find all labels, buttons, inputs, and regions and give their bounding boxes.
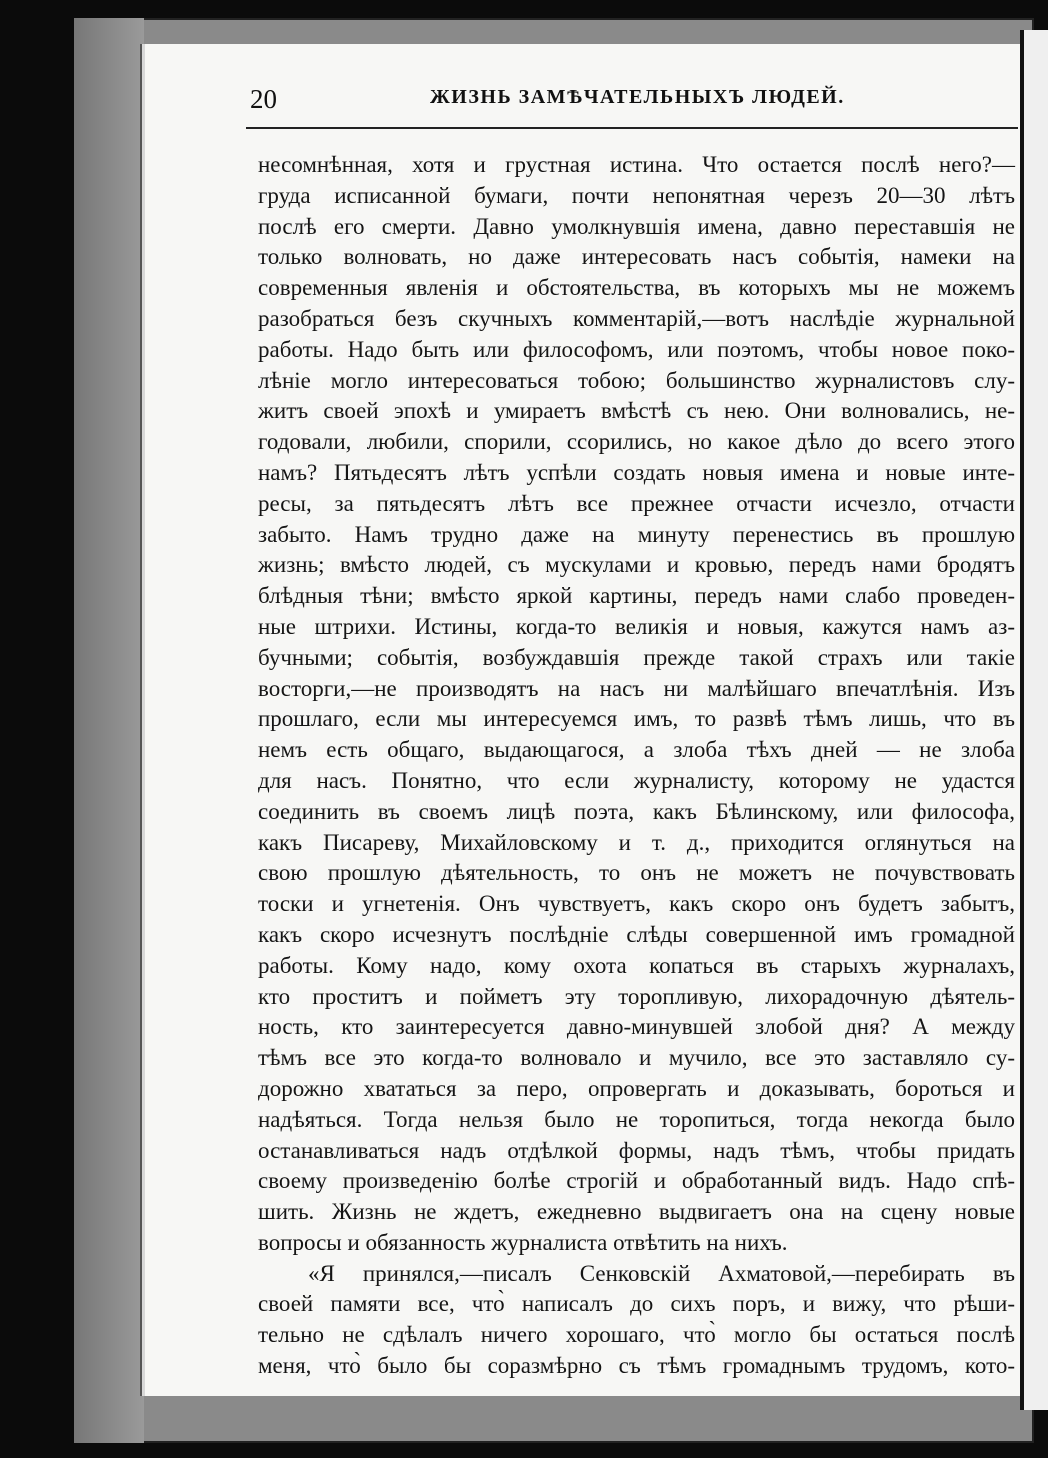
cover-edge [74, 18, 144, 1443]
text-line: ность, кто заинтересуется давно-минувшей злобой дня? А между [258, 1014, 1015, 1040]
text-line: меня, что̀ было бы соразмѣрно съ тѣмъ громаднымъ трудомъ, кото- [258, 1353, 1015, 1379]
text-line: бучными; событія, возбуждавшія прежде такой страхъ или такіе [258, 644, 1015, 670]
running-title: ЖИЗНЬ ЗАМѢЧАТЕЛЬНЫХЪ ЛЮДЕЙ. [430, 86, 845, 108]
text-line: кто проститъ и пойметъ эту торопливую, лихорадочную дѣятель- [258, 983, 1015, 1009]
text-line: разобраться безъ скучныхъ комментарій,—вотъ наслѣдіе журнальной [258, 305, 1015, 331]
text-line: намъ? Пятьдесятъ лѣтъ успѣли создать новыя имена и новые инте- [258, 459, 1015, 485]
text-line: дорожно хвататься за перо, опровергать и доказывать, бороться и [258, 1075, 1015, 1101]
text-line: ные штрихи. Истины, когда-то великія и новыя, кажутся намъ аз- [258, 613, 1015, 639]
text-line: шить. Жизнь не ждетъ, ежедневно выдвигаетъ она на сцену новые [258, 1199, 1015, 1225]
text-line: тоски и угнетенія. Онъ чувствуетъ, какъ скоро онъ будетъ забытъ, [258, 891, 1015, 917]
page-number: 20 [250, 84, 277, 114]
text-line: работы. Кому надо, кому охота копаться въ старыхъ журналахъ, [258, 952, 1015, 978]
text-line: работы. Надо быть или философомъ, или поэтомъ, чтобы новое поко- [258, 336, 1015, 362]
adjacent-page-edge [1020, 30, 1048, 1410]
header-rule [246, 127, 1018, 129]
text-line: годовали, любили, спорили, ссорились, но какое дѣло до всего этого [258, 429, 1015, 455]
text-line: своей памяти все, что̀ написалъ до сихъ поръ, и вижу, что рѣши- [258, 1291, 1015, 1317]
page-header [250, 84, 1020, 114]
text-line: прошлаго, если мы интересуемся имъ, то развѣ тѣмъ лишь, что въ [258, 706, 1015, 732]
text-line: немъ есть общаго, выдающагося, а злоба тѣхъ дней — не злоба [258, 737, 1015, 763]
text-line: груда исписанной бумаги, почти непонятная черезъ 20—30 лѣтъ [258, 182, 1015, 208]
text-line: какъ скоро исчезнутъ послѣдніе слѣды совершенной имъ громадной [258, 921, 1015, 947]
text-line: какъ Писареву, Михайловскому и т. д., приходится оглянуться на [258, 829, 1015, 855]
text-line: «Я принялся,—писалъ Сенковскій Ахматовой,—перебирать въ [308, 1260, 1015, 1286]
text-line: блѣдныя тѣни; вмѣсто яркой картины, передъ нами слабо проведен- [258, 583, 1015, 609]
text-line: лѣніе могло интересоваться тобою; большинство журналистовъ слу- [258, 367, 1015, 393]
text-line: несомнѣнная, хотя и грустная истина. Что остается послѣ него?— [258, 152, 1015, 177]
text-line: ресы, за пятьдесятъ лѣтъ все прежнее отчасти исчезло, отчасти [258, 490, 1015, 516]
text-line: современныя явленія и обстоятельства, въ которыхъ мы не можемъ [258, 275, 1015, 301]
text-line: забыто. Намъ трудно даже на минуту перенестись въ прошлую [258, 521, 1015, 547]
text-line: житъ своей эпохѣ и умираетъ вмѣстѣ съ нею. Они волновались, не- [258, 398, 1015, 424]
text-line: жизнь; вмѣсто людей, съ мускулами и кровью, передъ нами бродятъ [258, 552, 1015, 578]
text-line: тельно не сдѣлалъ ничего хорошаго, что̀ могло бы остаться послѣ [258, 1322, 1015, 1348]
text-line: для насъ. Понятно, что если журналисту, которому не удастся [258, 767, 1015, 793]
text-line: послѣ его смерти. Давно умолкнувшія имена, давно переставшія не [258, 213, 1015, 239]
text-line: тѣмъ все это когда-то волновало и мучило, все это заставляло су- [258, 1045, 1015, 1071]
text-line: останавливаться надъ отдѣлкой формы, надъ тѣмъ, чтобы придать [258, 1137, 1015, 1163]
text-line: только волновать, но даже интересовать насъ событія, намеки на [258, 244, 1015, 270]
text-line: вопросы и обязанность журналиста отвѣтить на нихъ. [258, 1229, 788, 1255]
text-line: соединить въ своемъ лицѣ поэта, какъ Бѣлинскому, или философа, [258, 798, 1015, 824]
text-line: свою прошлую дѣятельность, то онъ не можетъ не почувствовать [258, 860, 1015, 886]
text-line: надѣяться. Тогда нельзя было не торопиться, тогда некогда было [258, 1106, 1015, 1132]
page-body-text [258, 150, 1015, 1382]
text-line: восторги,—не производятъ на насъ ни малѣйшаго впечатлѣнія. Изъ [258, 675, 1015, 701]
text-line: своему произведенію болѣе строгій и обработанный видъ. Надо спѣ- [258, 1168, 1015, 1194]
